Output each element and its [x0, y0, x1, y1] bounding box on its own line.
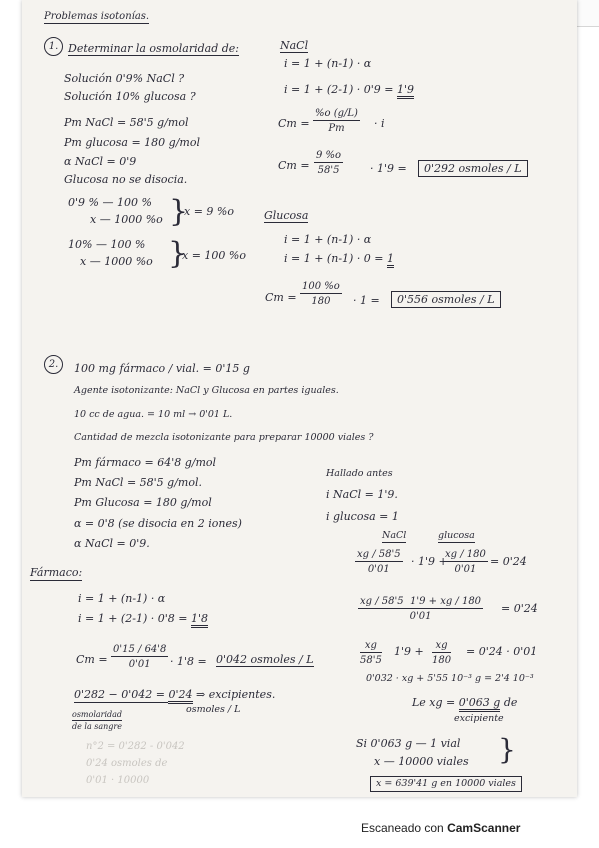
f-formula: i = 1 + (n-1) · α [78, 592, 166, 605]
p2-line: 100 mg fármaco / vial. = 0'15 g [74, 362, 250, 375]
p1-data: Pm glucosa = 180 g/mol [64, 136, 200, 149]
p2-line: 10 cc de agua. = 10 ml → 0'01 L. [74, 409, 233, 420]
i-formula: i = 1 + (n-1) · α [284, 57, 372, 70]
glucosa-heading: Glucosa [264, 209, 309, 222]
p2-data: Pm NaCl = 58'5 g/mol. [74, 476, 202, 489]
col-head-nacl: NaCl [382, 530, 407, 541]
farmaco-heading: Fármaco: [30, 566, 83, 579]
page-title: Problemas isotonías. [44, 11, 150, 22]
p1-rule-line: 10% — 100 % [68, 238, 146, 251]
eq2-result: = 0'24 [501, 602, 538, 615]
problem-1-number: 1. [44, 37, 63, 56]
f-calc: i = 1 + (2-1) · 0'8 = 1'8 [78, 613, 208, 624]
problem-2-number: 2. [44, 355, 63, 374]
eq5: Le xg = 0'063 g de [412, 697, 517, 708]
f-cm-result: 0'042 osmoles / L [216, 653, 314, 666]
bleedthrough-text: n°2 = 0'282 - 0'042 [86, 741, 185, 752]
f-diff-unit: osmoles / L [186, 704, 241, 715]
p2-data: Pm Glucosa = 180 g/mol [74, 496, 212, 509]
p2-data: Pm fármaco = 64'8 g/mol [74, 456, 217, 469]
cm-tail: · 1 = [353, 294, 380, 307]
bleedthrough-text: 0'24 osmoles de [86, 758, 168, 769]
cm-nacl-fraction: $\frac{9 \%o}{58'5}$ [316, 150, 342, 176]
eq3-result: = 0'24 · 0'01 [466, 645, 538, 658]
cm-glucosa-fraction: $\frac{100 \%o}{180}$ [302, 281, 340, 307]
p1-rule-line: x — 1000 %o [80, 255, 153, 268]
p1-data: Glucosa no se disocia. [64, 173, 188, 186]
scanned-page [22, 0, 577, 797]
brace: } [169, 194, 189, 229]
p1-rule-result: x = 9 %o [184, 205, 234, 218]
p1-rule-line: x — 1000 %o [90, 213, 163, 226]
p2-data: α NaCl = 0'9. [74, 537, 150, 550]
eq2-fraction: $\frac{xg / 58'5 1'9 + xg / 180}{0'01}$ [360, 596, 482, 622]
p2-data: α = 0'8 (se disocia en 2 iones) [74, 517, 242, 530]
gi-formula: i = 1 + (n-1) · α [284, 233, 372, 246]
eq4: 0'032 · xg + 5'55 10⁻³ g = 2'4 10⁻³ [366, 673, 534, 684]
f-cm-label: Cm = [76, 653, 108, 666]
eq3-glucosa-fraction: $\frac{xg}{180}$ [432, 640, 452, 666]
p1-statement: Determinar la osmolaridad de: [68, 42, 240, 55]
osmolaridad-note: osmolaridad [72, 710, 123, 719]
s-rule-1: Si 0'063 g — 1 vial [356, 737, 461, 750]
p2-line: Cantidad de mezcla isotonizante para preparar 10000 viales ? [74, 432, 374, 443]
i-calc: i = 1 + (2-1) · 0'9 = 1'9 [284, 84, 414, 95]
final-result: x = 639'41 g en 10000 viales [370, 776, 522, 792]
brace: } [168, 236, 188, 271]
col-head-glucosa: glucosa [438, 530, 475, 541]
eq3-mid: 1'9 + [394, 645, 424, 658]
p2-line: Agente isotonizante: NaCl y Glucosa en partes iguales. [74, 385, 339, 396]
cm-fraction: $\frac{\%o (g/L)}{Pm}$ [315, 108, 358, 134]
cm-nacl-result: 0'292 osmoles / L [418, 160, 528, 177]
eq1-glucosa-fraction: $\frac{xg / 180}{0'01}$ [445, 549, 486, 575]
eq1-result: = 0'24 [490, 555, 527, 568]
s-rule-2: x — 10000 viales [374, 755, 469, 768]
p1-line: Solución 10% glucosa ? [64, 90, 196, 103]
p1-rule-result: x = 100 %o [182, 249, 246, 262]
scanner-footer: Escaneado con CamScanner [361, 821, 521, 835]
p1-rule-line: 0'9 % — 100 % [68, 196, 152, 209]
p1-data: α NaCl = 0'9 [64, 155, 137, 168]
bleedthrough-text: 0'01 · 10000 [86, 775, 150, 786]
eq3-nacl-fraction: $\frac{xg}{58'5}$ [360, 640, 382, 666]
p1-data: Pm NaCl = 58'5 g/mol [64, 116, 189, 129]
cm-label: Cm = [278, 117, 310, 130]
cm-label: Cm = [278, 159, 310, 172]
cm-glucosa-result: 0'556 osmoles / L [391, 291, 501, 308]
sangre-note: de la sangre [72, 722, 122, 731]
f-cm-fraction: $\frac{0'15 / 64'8}{0'01}$ [113, 644, 167, 670]
cm-tail: · i [374, 117, 385, 130]
cm-label: Cm = [265, 291, 297, 304]
nacl-heading: NaCl [280, 39, 309, 52]
f-diff: 0'282 − 0'042 = 0'24 ⇒ excipientes. [74, 689, 275, 700]
cm-tail: · 1'9 = [370, 162, 407, 175]
hallado-antes: Hallado antes [326, 468, 393, 479]
f-cm-tail: · 1'8 = [170, 655, 207, 668]
i-glucosa: i glucosa = 1 [326, 510, 399, 523]
eq1-nacl-fraction: $\frac{xg / 58'5}{0'01}$ [357, 549, 401, 575]
eq1-mid: · 1'9 + [411, 555, 448, 568]
p1-line: Solución 0'9% NaCl ? [64, 72, 185, 85]
brace: } [498, 733, 516, 766]
gi-calc: i = 1 + (n-1) · 0 = 1 [284, 253, 394, 264]
i-nacl: i NaCl = 1'9. [326, 488, 398, 501]
eq5-note: excipiente [454, 713, 504, 724]
